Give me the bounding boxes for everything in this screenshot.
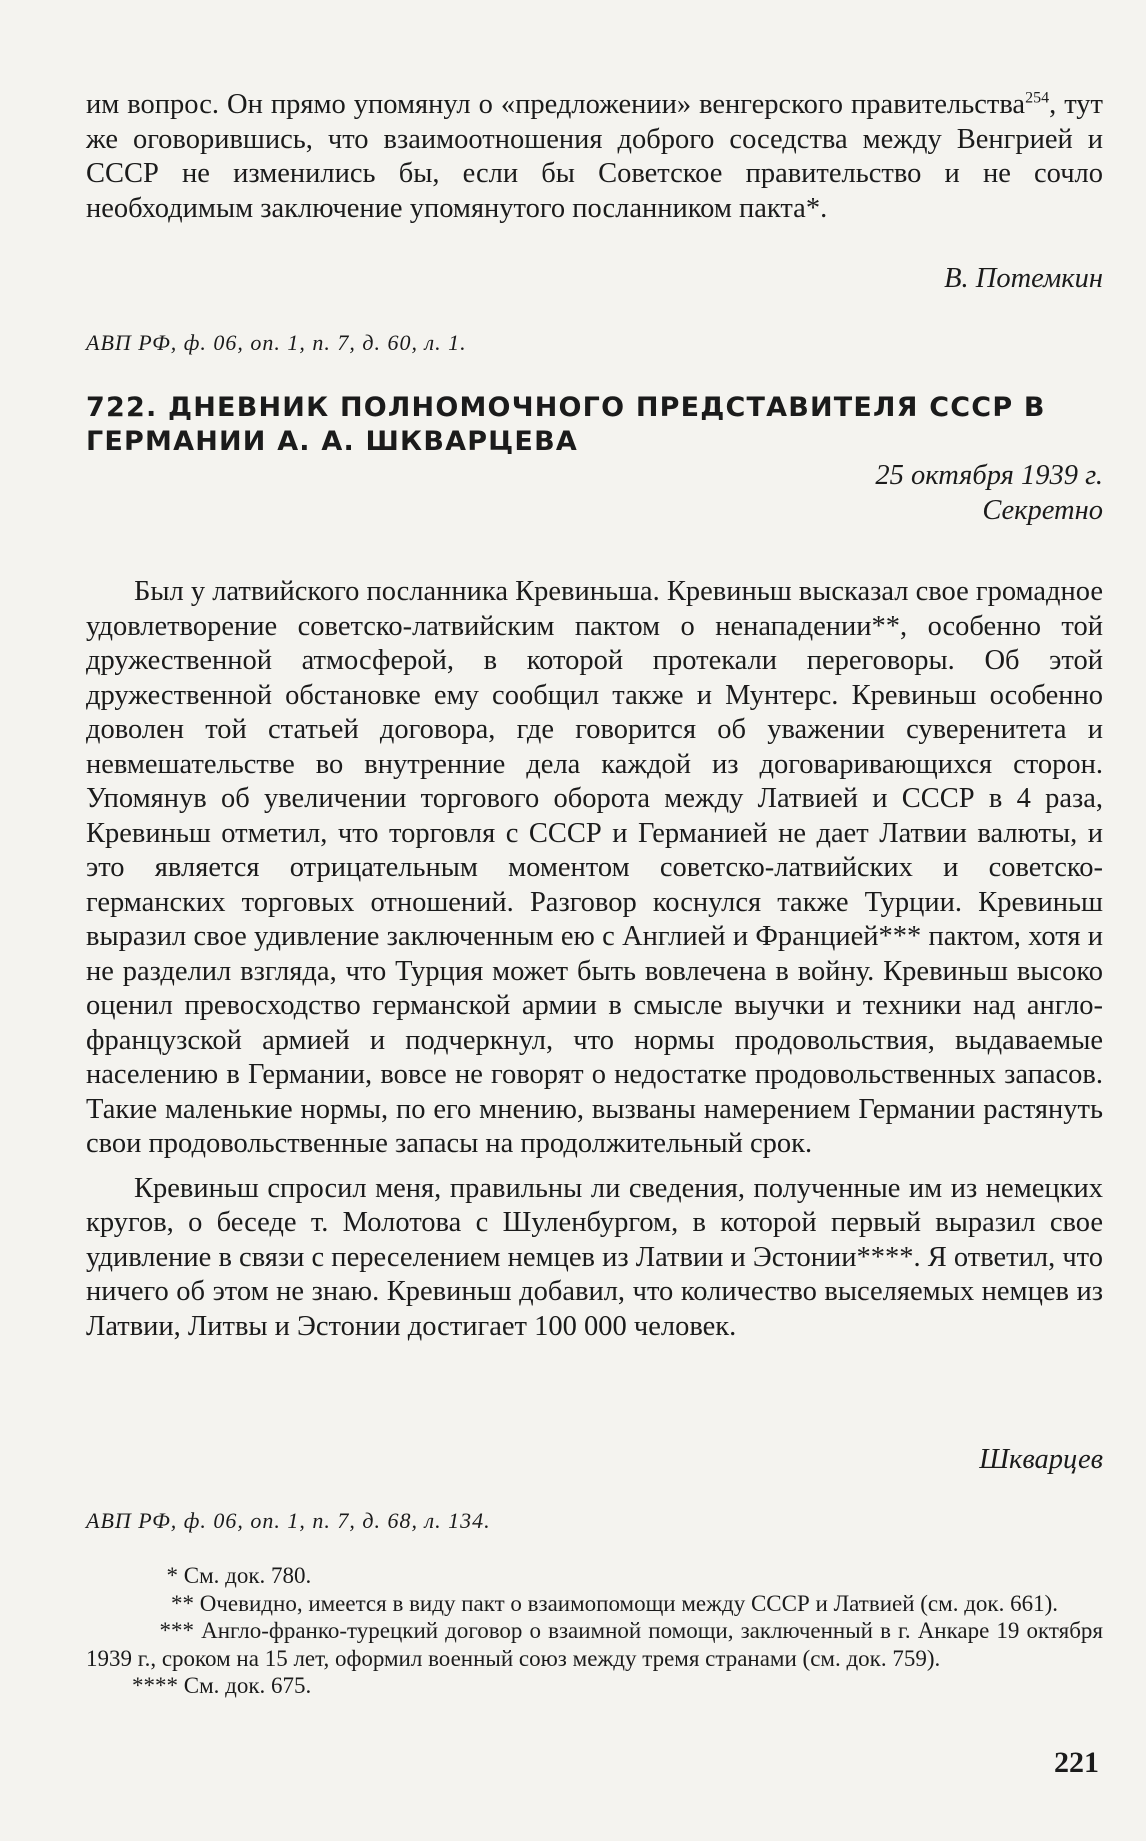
page-number: 221	[1054, 1746, 1099, 1779]
footnote-3	[86, 1617, 1103, 1672]
footnote-1	[86, 1562, 1103, 1590]
paragraph-continuation	[86, 88, 1103, 226]
paragraph-text-a: им вопрос. Он прямо упомянул о «предложении» венгерского правительства	[86, 89, 1026, 120]
signature-shkvartsev: Шкварцев	[979, 1444, 1103, 1475]
body-paragraph-2: Кревиньш спросил меня, правильны ли сведения, полученные им из немецких кругов, о беседе т. Молотова с Шуленбургом, в которой первый выразил свое удивление в связи с переселением немцев из Латвии и Эстонии****. Я ответил, что ничего об этом не знаю. Кревиньш добавил, что количество выселяемых немцев из Латвии, Литвы и Эстонии достигает 100 000 человек.	[86, 1172, 1103, 1342]
document-title	[86, 391, 1103, 459]
footnote-text: Англо-франко-турецкий договор о взаимной помощи, заключенный в г. Анкаре 19 октября 1939 г., сроком на 15 лет, оформил военный союз между тремя странами (см. док. 759).	[86, 1618, 1104, 1671]
body-paragraph-1: Был у латвийского посланника Кревиньша. Кревиньш высказал свое громадное удовлетворение советско-латвийским пактом о ненападении**, особенно той дружественной атмосферой, в которой протекали переговоры. Об этой дружественной обстановке ему сообщил также и Мунтерс. Кревиньш особенно доволен той статьей договора, где говорится об уважении суверенитета и невмешательстве во внутренние дела каждой из договаривающихся сторон. Упомянув об увеличении торгового оборота между Латвией и СССР в 4 раза, Кревиньш отметил, что торговля с СССР и Германией не дает Латвии валюты, и это является отрицательным моментом советско-латвийских и советско-германских торговых отношений. Разговор коснулся также Турции. Кревиньш выразил свое удивление заключенным ею с Англией и Францией*** пактом, хотя и не разделил взгляда, что Турция может быть вовлечена в войну. Кревиньш высоко оценил превосходство германской армии в смысле выучки и техники над англо-французской армией и подчеркнул, что нормы продовольствия, выдаваемые населению в Германии, вовсе не говорят о недостатке продовольственных запасов. Такие маленькие нормы, по его мнению, вызваны намерением Германии растянуть свои продовольственные запасы на продолжительный срок.	[86, 576, 1104, 1159]
footnote-marker: *	[166, 1563, 178, 1588]
footnote-4	[86, 1672, 1103, 1700]
footnote-2	[86, 1590, 1103, 1618]
signature-potemkin: В. Потемкин	[944, 263, 1103, 294]
footnote-text: См. док. 780.	[183, 1563, 312, 1588]
footnote-text: См. док. 675.	[183, 1673, 312, 1698]
archive-reference-1: АВП РФ, ф. 06, оп. 1, п. 7, д. 60, л. 1.	[86, 330, 467, 355]
endnote-ref: 254	[1025, 89, 1050, 107]
document-title-text: 722. ДНЕВНИК ПОЛНОМОЧНОГО ПРЕДСТАВИТЕЛЯ СССР В ГЕРМАНИИ А. А. ШКВАРЦЕВА	[86, 392, 1046, 457]
footnote-text: Очевидно, имеется в виду пакт о взаимопомощи между СССР и Латвией (см. док. 661).	[199, 1590, 1058, 1616]
document-date: 25 октября 1939 г.	[875, 460, 1103, 491]
footnote-marker: ****	[132, 1673, 178, 1698]
footnotes	[86, 1562, 1103, 1700]
footnote-marker: **	[171, 1590, 194, 1616]
paragraph-text-b: , тут же оговорившись, что взаимоотношения доброго соседства между Венгрией и СССР не изменились бы, если бы Советское правительство и не сочло необходимым заключение упомянутого посланником пакта*.	[86, 89, 1103, 224]
secrecy-label: Секретно	[982, 495, 1103, 526]
archive-reference-2: АВП РФ, ф. 06, оп. 1, п. 7, д. 68, л. 134.	[86, 1508, 491, 1533]
footnote-marker: ***	[159, 1618, 194, 1643]
diary-body	[86, 575, 1103, 1344]
